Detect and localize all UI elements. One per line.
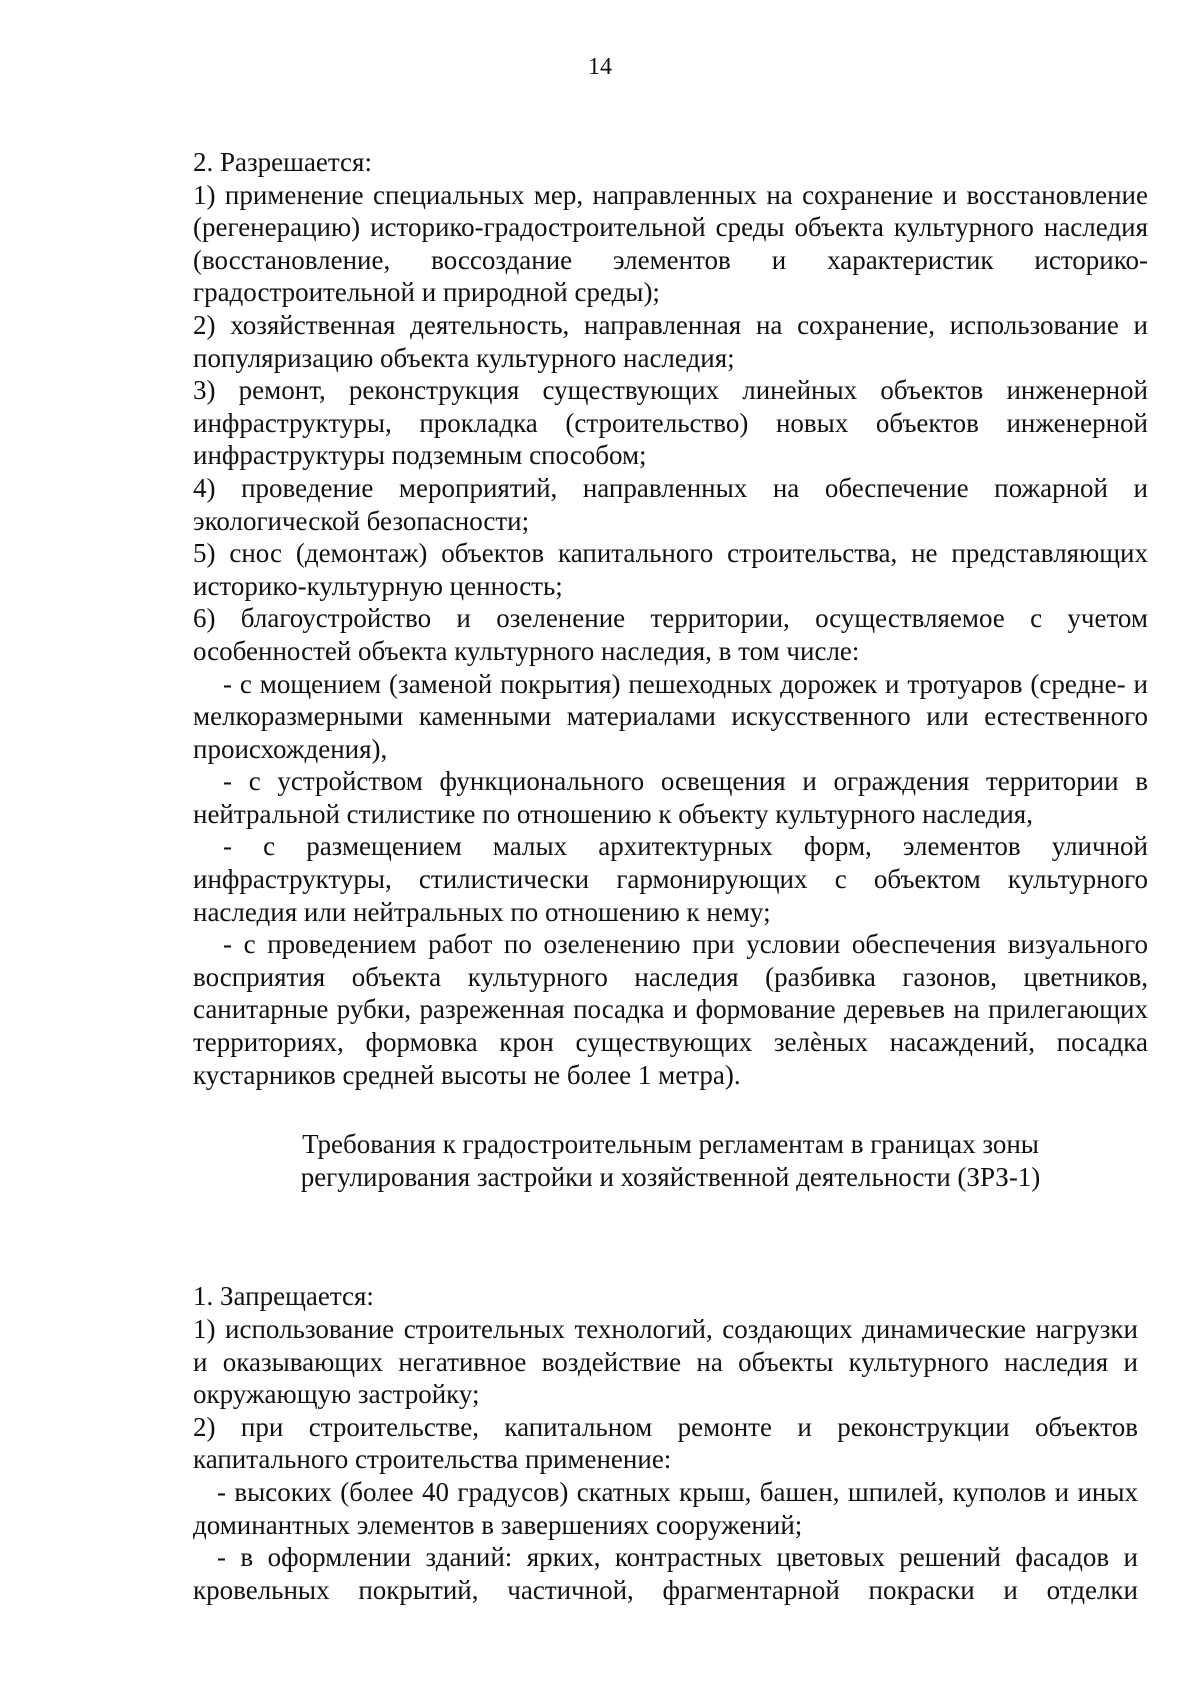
list-subitem: - высоких (более 40 градусов) скатных крыш, башен, шпилей, куполов и иных доминантных элементов в завершениях сооружений;	[193, 1476, 1138, 1540]
list-subitem: - с мощением (заменой покрытия) пешеходных дорожек и тротуаров (средне- и мелкоразмерными каменными материалами искусственного или естественного происхождения),	[193, 668, 1148, 764]
list-item: 3) ремонт, реконструкция существующих линейных объектов инженерной инфраструктуры, прокладка (строительство) новых объектов инженерной инфраструктуры подземным способом;	[193, 375, 1148, 471]
list-item: 6) благоустройство и озеленение территории, осуществляемое с учетом особенностей объекта культурного наследия, в том числе:	[193, 603, 1148, 666]
list-item: 2) хозяйственная деятельность, направленная на сохранение, использование и популяризацию объекта культурного наследия;	[193, 309, 1148, 373]
list-item: 1) использование строительных технологий, создающих динамические нагрузки и оказывающих негативное воздействие на объекты культурного наследия и окружающую застройку;	[193, 1314, 1138, 1410]
list-item: 4) проведение мероприятий, направленных на обеспечение пожарной и экологической безопасности;	[193, 472, 1148, 536]
section-heading-allowed: 2. Разрешается:	[193, 147, 372, 177]
section-heading-prohibited: 1. Запрещается:	[193, 1281, 374, 1312]
list-item: 2) при строительстве, капитальном ремонте и реконструкции объектов капитального строительства применение:	[193, 1411, 1138, 1475]
block-title	[193, 1128, 1148, 1193]
list-subitem: - в оформлении зданий: ярких, контрастных цветовых решений фасадов и кровельных покрытий, частичной, фрагментарной покраски и отделки	[193, 1542, 1138, 1605]
block-title-line: Требования к градостроительным регламентам в границах зоны	[302, 1129, 1039, 1160]
list-subitem: - с проведением работ по озеленению при условии обеспечения визуального восприятия объекта культурного наследия (разбивка газонов, цветников, санитарные рубки, разреженная посадка и формование деревьев на прилегающих территориях, формовка крон существующих зелѐных насаждений, посадка кустарников средней высоты не более 1 метра).	[193, 929, 1148, 1090]
list-subitem: - с размещением малых архитектурных форм, элементов уличной инфраструктуры, стилистически гармонирующих с объектом культурного наследия или нейтральных по отношению к нему;	[193, 831, 1148, 927]
spacer	[193, 1193, 1148, 1280]
block-title-line: регулирования застройки и хозяйственной деятельности (ЗРЗ-1)	[300, 1161, 1041, 1192]
page-number: 14	[588, 54, 612, 80]
document-body	[193, 146, 1148, 1606]
list-item: 5) снос (демонтаж) объектов капитального строительства, не представляющих историко-культурную ценность;	[193, 538, 1148, 601]
section-prohibited	[193, 1280, 1138, 1606]
section-allowed	[193, 146, 1148, 1091]
list-subitem: - с устройством функционального освещения и ограждения территории в нейтральной стилистике по отношению к объекту культурного наследия,	[193, 766, 1148, 829]
list-item: 1) применение специальных мер, направленных на сохранение и восстановление (регенерацию) историко-градостроительной среды объекта культурного наследия (восстановление, воссоздание элементов и характеристик историко-градостроительной и природной среды);	[193, 179, 1148, 308]
